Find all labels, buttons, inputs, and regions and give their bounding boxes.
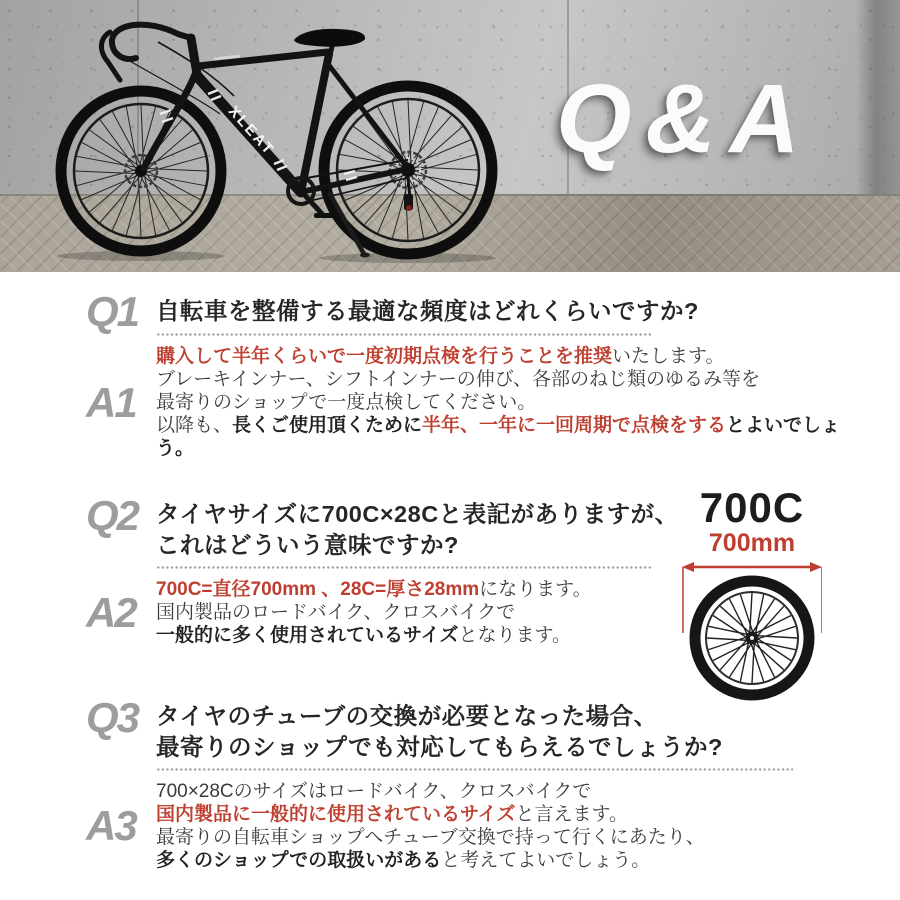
answer-text-segment: 最寄りの自転車ショップへチューブ交換で持って行くにあたり、 bbox=[156, 827, 705, 848]
wheel-diameter-label: 700mm bbox=[708, 529, 796, 557]
answer-text-segment: となります。 bbox=[458, 625, 571, 646]
dotted-divider bbox=[156, 768, 793, 771]
answer-text-segment: 多くのショップでの取扱いがある bbox=[156, 850, 442, 871]
wheel-size-label: 700C bbox=[699, 484, 805, 531]
question-row bbox=[86, 288, 856, 336]
answer-text-segment: とよいでしょう。 bbox=[156, 415, 841, 459]
qa-section bbox=[86, 694, 856, 872]
qa-section bbox=[86, 288, 856, 460]
dotted-divider bbox=[156, 566, 653, 569]
answer-text bbox=[156, 345, 856, 368]
saddle bbox=[294, 29, 365, 47]
question-label: Q1 bbox=[86, 288, 139, 335]
hero-photo bbox=[0, 0, 900, 272]
answer-text-segment: 700×28Cのサイズはロードバイク、クロスバイクで bbox=[156, 781, 592, 802]
answer-text bbox=[156, 803, 705, 826]
front-wheel bbox=[61, 91, 221, 251]
bike-brand-decal: XLEAT bbox=[224, 102, 278, 160]
question-row bbox=[86, 694, 856, 771]
question-label: Q2 bbox=[86, 492, 139, 539]
diameter-arrow-icon bbox=[681, 560, 823, 574]
answer-text bbox=[156, 391, 856, 414]
answer-text-segment: と言えます。 bbox=[515, 804, 628, 825]
answer-text-segment: 700C=直径700mm 、28C=厚さ28mm bbox=[156, 579, 480, 600]
answer-text bbox=[156, 601, 592, 624]
answer-text-segment: 半年、一年に一回周期で点検をする bbox=[422, 415, 727, 436]
wall-corner-shadow bbox=[856, 0, 900, 206]
answer-text-segment: 国内製品のロードバイク、クロスバイクで bbox=[156, 602, 516, 623]
answer-text-segment: 最寄りのショップで一度点検してください。 bbox=[156, 392, 537, 413]
answer-label: A3 bbox=[86, 802, 136, 850]
answer-text bbox=[156, 578, 592, 601]
qa-heading: Q&A bbox=[556, 64, 814, 173]
answer-text bbox=[156, 414, 856, 460]
wheel-size-diagram bbox=[681, 484, 823, 709]
question-block bbox=[156, 701, 793, 771]
answer-block bbox=[156, 345, 856, 460]
question-text: 最寄りのショップでも対応してもらえるでしょうか? bbox=[156, 734, 723, 760]
answer-text bbox=[156, 624, 592, 647]
answer-text-segment: 長くご使用頂くために bbox=[232, 415, 423, 436]
bicycle-illustration bbox=[8, 2, 568, 272]
question-text: タイヤのチューブの交換が必要となった場合、 bbox=[156, 703, 658, 729]
answer-text bbox=[156, 780, 705, 803]
question-text: 自転車を整備する最適な頻度はどれくらいですか? bbox=[156, 298, 699, 324]
answer-label: A1 bbox=[86, 378, 136, 426]
answer-text bbox=[156, 368, 856, 391]
answer-text-segment: ブレーキインナー、シフトインナーの伸び、各部のねじ類のゆるみ等を bbox=[156, 369, 761, 390]
answer-text-segment: になります。 bbox=[479, 579, 592, 600]
answer-row bbox=[86, 780, 856, 872]
wheel-illustration bbox=[681, 574, 823, 704]
dotted-divider bbox=[156, 333, 653, 336]
question-block bbox=[156, 499, 679, 569]
answer-text bbox=[156, 849, 705, 872]
answer-text bbox=[156, 826, 705, 849]
question-block bbox=[156, 295, 699, 336]
answer-block bbox=[156, 578, 592, 647]
question-label: Q3 bbox=[86, 694, 139, 741]
answer-label: A2 bbox=[86, 588, 136, 636]
dimension-line bbox=[682, 567, 684, 633]
answer-text-segment: 国内製品に一般的に使用されているサイズ bbox=[156, 804, 516, 825]
answer-block bbox=[156, 780, 705, 872]
answer-text-segment: 購入して半年くらいで一度初期点検を行うことを推奨 bbox=[156, 346, 613, 367]
question-text: これはどういう意味ですか? bbox=[156, 532, 459, 558]
answer-text-segment: いたします。 bbox=[612, 346, 725, 367]
question-text: タイヤサイズに700C×28Cと表記がありますが、 bbox=[156, 501, 679, 527]
answer-row bbox=[86, 345, 856, 460]
answer-text-segment: 一般的に多く使用されているサイズ bbox=[156, 625, 459, 646]
answer-text-segment: と考えてよいでしょう。 bbox=[441, 850, 651, 871]
dimension-line bbox=[821, 567, 823, 633]
answer-text-segment: 以降も、 bbox=[156, 415, 233, 436]
